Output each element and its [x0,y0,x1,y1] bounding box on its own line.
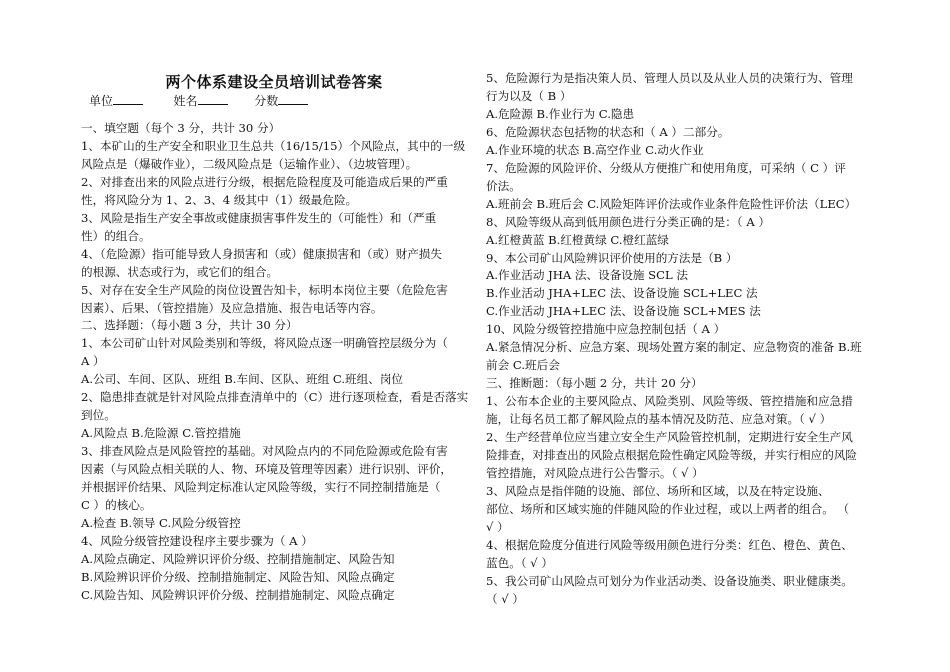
text-line: 4、（危险源）指可能导致人身损害和（或）健康损害和（或）财产损失 [81,246,442,261]
page-title: 两个体系建设全员培训试卷答案 [165,73,383,91]
text-line: B.风险辨识评价分级、控制措施制定、风险告知、风险点确定 [81,569,395,584]
text-line: （ √ ） [486,591,524,606]
text-line: 3、风险点是指伴随的设施、部位、场所和区域，以及在特定设施、 [486,483,830,498]
text-line: 6、危险源状态包括物的状态和（ A ）二部分。 [486,124,730,139]
text-line: 的根源、状态或行为，或它们的组合。 [81,264,279,279]
text-line: 2、对排查出来的风险点进行分级，根据危险程度及可能造成后果的严重 [81,174,448,189]
text-line: 价法。 [486,178,521,193]
text-line: 性，将风险分为 1、2、3、4 级其中（1）级最危险。 [81,192,358,207]
text-line: 1、本矿山的生产安全和职业卫生总共（16/15/15）个风险点，其中的一级 [81,138,466,153]
text-line: 施，让每名员工都了解风险点的基本情况及防范、应急对策。（ √ ） [486,412,832,427]
text-line: 一、填空题（每个 3 分，共计 30 分） [81,121,281,135]
text-line: 行为以及（ B ） [486,88,572,103]
name-blank [198,92,228,105]
text-line: C.风险告知、风险辨识评价分级、控制措施制定、风险点确定 [81,587,395,602]
text-line: 因素（与风险点相关联的人、物、环境及管理等因素）进行识别、评价， [81,462,453,477]
score-blank [278,92,308,105]
text-line: A.检查 B.领导 C.风险分级管控 [81,515,241,530]
text-line: 7、危险源的风险评价、分级从方便推广和使用角度，可采纳（ C ）评 [486,160,846,175]
text-line: 并根据评价结果、风险判定标准认定风险等级，实行不同控制措施是（ [81,480,441,494]
text-line: √ ） [486,519,509,534]
text-line: 性）的组合。 [81,228,151,243]
text-line: 三、推断题：（每小题 2 分，共计 20 分） [486,376,703,391]
text-line: 10、风险分级管控措施中应急控制包括（ A ） [486,322,726,337]
text-line: 蓝色。（ √ ） [486,555,553,570]
text-line: 因素）、后果、（管控措施）及应急措施、报告电话等内容。 [81,300,383,315]
text-line: A.作业活动 JHA 法、设备设施 SCL 法 [486,268,688,283]
text-line: 1、公布本企业的主要风险点、风险类别、风险等级、管控措施和应急措 [486,394,853,409]
text-line: 4、风险分级管控建设程序主要步骤为（ A ） [81,533,313,548]
text-line: 风险点是（爆破作业），二级风险点是（运输作业）、（边坡管理）。 [81,156,418,171]
text-line: A.风险点确定、风险辨识评价分级、控制措施制定、风险告知 [81,551,395,566]
text-line: 部位、场所和区域实施的伴随风险的作业过程，或以上两者的组合。 （ [486,501,850,516]
header-fields [89,92,308,109]
text-line: A.班前会 B.班后会 C.风险矩阵评价法或作业条件危险性评价法（LEC） [486,196,857,211]
text-line: C ）的核心。 [81,497,152,512]
text-line: A.公司、车间、区队、班组 B.车间、区队、班组 C.班组、岗位 [81,372,404,387]
text-line: 5、对存在安全生产风险的岗位设置告知卡，标明本岗位主要（危险危害 [81,282,448,297]
text-line: 5、我公司矿山风险点可划分为作业活动类、设备设施类、职业健康类。 [486,573,853,588]
text-line: 5、危险源行为是指决策人员、管理人员以及从业人员的决策行为、管理 [486,71,853,85]
text-line: A.红橙黄蓝 B.红橙黄绿 C.橙红蓝绿 [486,232,669,247]
text-line: 到位。 [81,408,116,423]
text-line: A.风险点 B.危险源 C.管控措施 [81,426,241,441]
unit-label: 单位 [89,94,114,108]
name-label: 姓名 [173,94,198,108]
text-line: 3、排查风险点是风险管控的基础。对风险点内的不同危险源或危险有害 [81,444,448,459]
text-line: 管控措施，对风险点进行公告警示。（ √ ） [486,465,704,480]
text-line: A ） [81,354,105,369]
unit-blank [113,92,143,105]
text-line: A.紧急情况分析、应急方案、现场处置方案的制定、应急物资的准备 B.班 [486,340,862,355]
text-line: A.作业环境的状态 B.高空作业 C.动火作业 [486,142,704,157]
text-line: 二、选择题：（每小题 3 分，共计 30 分） [81,318,298,333]
text-line: A.危险源 B.作业行为 C.隐患 [486,106,635,121]
text-line: 1、本公司矿山针对风险类别和等级，将风险点逐一明确管控层级分为（ [81,336,448,351]
text-line: 3、风险是指生产安全事故或健康损害事件发生的（可能性）和（严重 [81,210,437,225]
text-line: 4、根据危险度分值进行风险等级用颜色进行分类：红色、橙色、黄色、 [486,537,853,552]
text-line: 险排查，对排查出的风险点根据危险性确定风险等级，并实行相应的风险 [486,447,858,462]
text-line: 2、隐患排查就是针对风险点排查清单中的（C）进行逐项检查，看是否落实 [81,390,469,405]
text-line: B.作业活动 JHA+LEC 法、设备设施 SCL+LEC 法 [486,286,758,301]
text-line: 9、本公司矿山风险辨识评价使用的方法是（B ） [486,250,738,265]
text-line: 前会 C.班后会 [486,358,560,373]
text-line: 2、生产经营单位应当建立安全生产风险管控机制，定期进行安全生产风 [486,430,853,444]
text-line: C.作业活动 JHA+LEC 法、设备设施 SCL+MES 法 [486,304,761,319]
text-line: 8、风险等级从高到低用颜色进行分类正确的是：（ A ） [486,214,770,229]
score-label: 分数 [254,94,279,108]
